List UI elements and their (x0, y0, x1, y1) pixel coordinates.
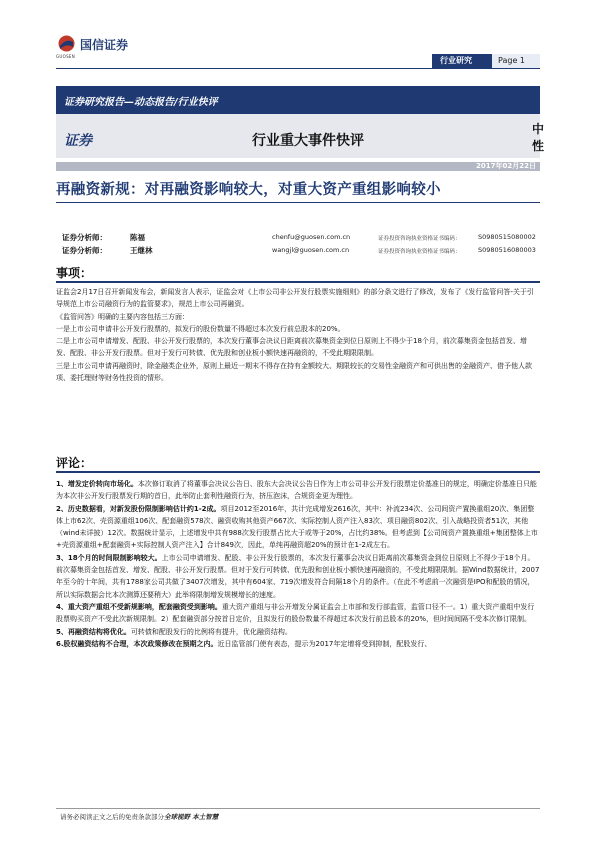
headline: 再融资新规：对再融资影响较大，对重大资产重组影响较小 (56, 182, 441, 198)
paragraph: 二是上市公司申请增发、配股、非公开发行股票的，本次发行董事会决议日距离前次募集资金到位日原则上不得少于18个月，前次募集资金包括首发、增发、配股、非公开发行股票。但对于发行可转债、优先股和创业板小额快速再融资的，不受此期限限制。 (56, 337, 527, 358)
comment-lead: 5、再融资结构将优化。 (56, 627, 131, 636)
sector-label: 证券 (64, 133, 92, 149)
comment-lead: 4、重大资产重组不受新规影响，配套融资受到影响。 (56, 602, 222, 611)
comment-body: 上市公司申请增发、配股、非公开发行股票的，本次发行董事会决议日距离前次募集资金到位日原则上不得少于18个月。前次募集资金包括首发、增发、配股、非公开发行股票。但对于发行可转债、优先股和创业板小额快速再融资的，不受此期限限制。据Wind数据统计，2007年至今的十年间，共有1788家公司共做了3407次增发，其中有604家、719次增发符合间隔18个月的条件。（在此不考虑前一次融资是IPO和配股的情况，所以实际数据会比本次测算还要稍大）此举将限制增发规模增长的速度。 (56, 553, 540, 599)
report-banner (56, 86, 540, 114)
paragraph: 证监会2月17日召开新闻发布会，新闻发言人表示，证监会对《上市公司非公开发行股票实施细则》的部分条文进行了修改，发布了《发行监管问答-关于引导规范上市公司融资行为的监管要求》，规范上市公司再融资。 (56, 288, 534, 309)
sector-row (56, 114, 545, 158)
headline-rule (56, 202, 540, 203)
footer-rule (56, 808, 540, 809)
comment-item (56, 552, 540, 601)
analyst-name: 陈福 (130, 233, 145, 242)
comment-body: 可转债和配股发行的比例将有提升，优化融资结构。 (130, 627, 292, 636)
comment-lead: 2、历史数据看，对新发股份限制影响估计约1-2成。 (56, 504, 221, 513)
comment-lead: 3、18个月的时间限制影响较大。 (56, 553, 162, 562)
comment-body: 重大资产重组与非公开增发分属证监会上市部和发行部监管，监管口径不一。1）重大资产重组中发行股票购买资产不受此次新规限制。2）配套融资部分按首日定价，且拟发行的股份数量不得超过本次发行前总股本的20%，但时间间隔不受本次修订限制。 (56, 602, 535, 624)
footer-slogan: 全球视野 本土智慧 (164, 813, 219, 821)
paragraph: 《监管问答》明确的主要内容包括三方面： (56, 312, 189, 321)
report-date: 2017年02月22日 (476, 162, 536, 170)
section-rule (56, 281, 540, 283)
footer (60, 812, 218, 821)
guosen-logo-icon (58, 35, 75, 52)
report-type: 行业重大事件快评 (252, 133, 364, 149)
page-number: Page 1 (492, 54, 540, 68)
comment-body: 项目2012至2016年，共计完成增发2616次，其中：补流234次、公司间资产置换重组20次、集团整体上市62次、壳资源重组106次、配套融资578次、融资收购其他资产667次、实际控制人资产注入83次、项目融资802次、引入战略投资者51次，其他（wind未详披）12次。数据统计显示，上述增发中共有988次发行股票占比大于或等于20%，占比约38%。但考虑到【公司间资产置换重组+集团整体上市+壳资源重组+配套融资+实际控制人资产注入】合计849次，因此，单纯再融资超20%的预计在1-2成左右。 (56, 504, 538, 550)
report-category-tag: 行业研究 (432, 54, 492, 68)
comment-item (56, 638, 540, 650)
section-rule (56, 471, 540, 473)
date-bar (56, 162, 540, 171)
analyst-cert-label: 证券投资咨询执业资格证书编码： (378, 249, 461, 255)
analyst-name: 王继林 (130, 246, 153, 255)
rating: 中性 (532, 122, 545, 153)
comments-body (56, 478, 540, 650)
header-rule (56, 68, 540, 69)
logo-chinese: 国信证券 (80, 38, 129, 52)
paragraph: 一是上市公司申请非公开发行股票的，拟发行的股份数量不得超过本次发行前总股本的20%。 (56, 324, 345, 333)
comment-item (56, 626, 540, 638)
comment-item (56, 503, 540, 552)
header-tag (432, 54, 540, 68)
section-heading-comments: 评论： (56, 456, 93, 470)
analyst-role: 证券分析师： (62, 233, 107, 242)
analyst-cert-number: S0980515080002 (478, 233, 536, 241)
comment-lead: 1、增发定价转向市场化。 (56, 480, 138, 488)
comment-item (56, 601, 540, 626)
analyst-email[interactable]: wangjl@guosen.com.cn (272, 246, 350, 254)
banner-text: 证券研究报告—动态报告/行业快评 (64, 97, 218, 108)
section-heading-matters: 事项： (56, 266, 93, 280)
comment-body: 本次修订取消了将董事会决议公告日、股东大会决议公告日作为上市公司非公开发行股票定价基准日的规定，明确定价基准日只能为本次非公开发行股票发行期的首日，此举防止套利性融资行为，挤压泡沫，合规资金更为理性。 (56, 480, 537, 501)
paragraph: 三是上市公司申请再融资时，除金融类企业外，原则上最近一期末不得存在持有金额较大、期限较长的交易性金融资产和可供出售的金融资产、借予他人款项、委托理财等财务性投资的情形。 (56, 361, 532, 383)
matters-body (56, 286, 540, 384)
comment-item (56, 478, 540, 503)
logo-english: GUOSEN (56, 54, 76, 59)
comment-lead: 6.股权融资结构不合理，本次政策修改在预期之内。 (56, 639, 218, 648)
comment-body: 近日监管部门使有表态，提示为2017年定增将受到抑制，配股发行、 (217, 639, 432, 648)
footer-disclaimer: 请务必阅读正文之后的免责条款部分 (60, 813, 164, 821)
analyst-email[interactable]: chenfu@guosen.com.cn (272, 233, 351, 241)
analyst-role: 证券分析师： (62, 246, 107, 255)
analyst-cert-number: S0980516080003 (478, 246, 536, 254)
analyst-cert-label: 证券投资咨询执业资格证书编码： (378, 236, 461, 242)
